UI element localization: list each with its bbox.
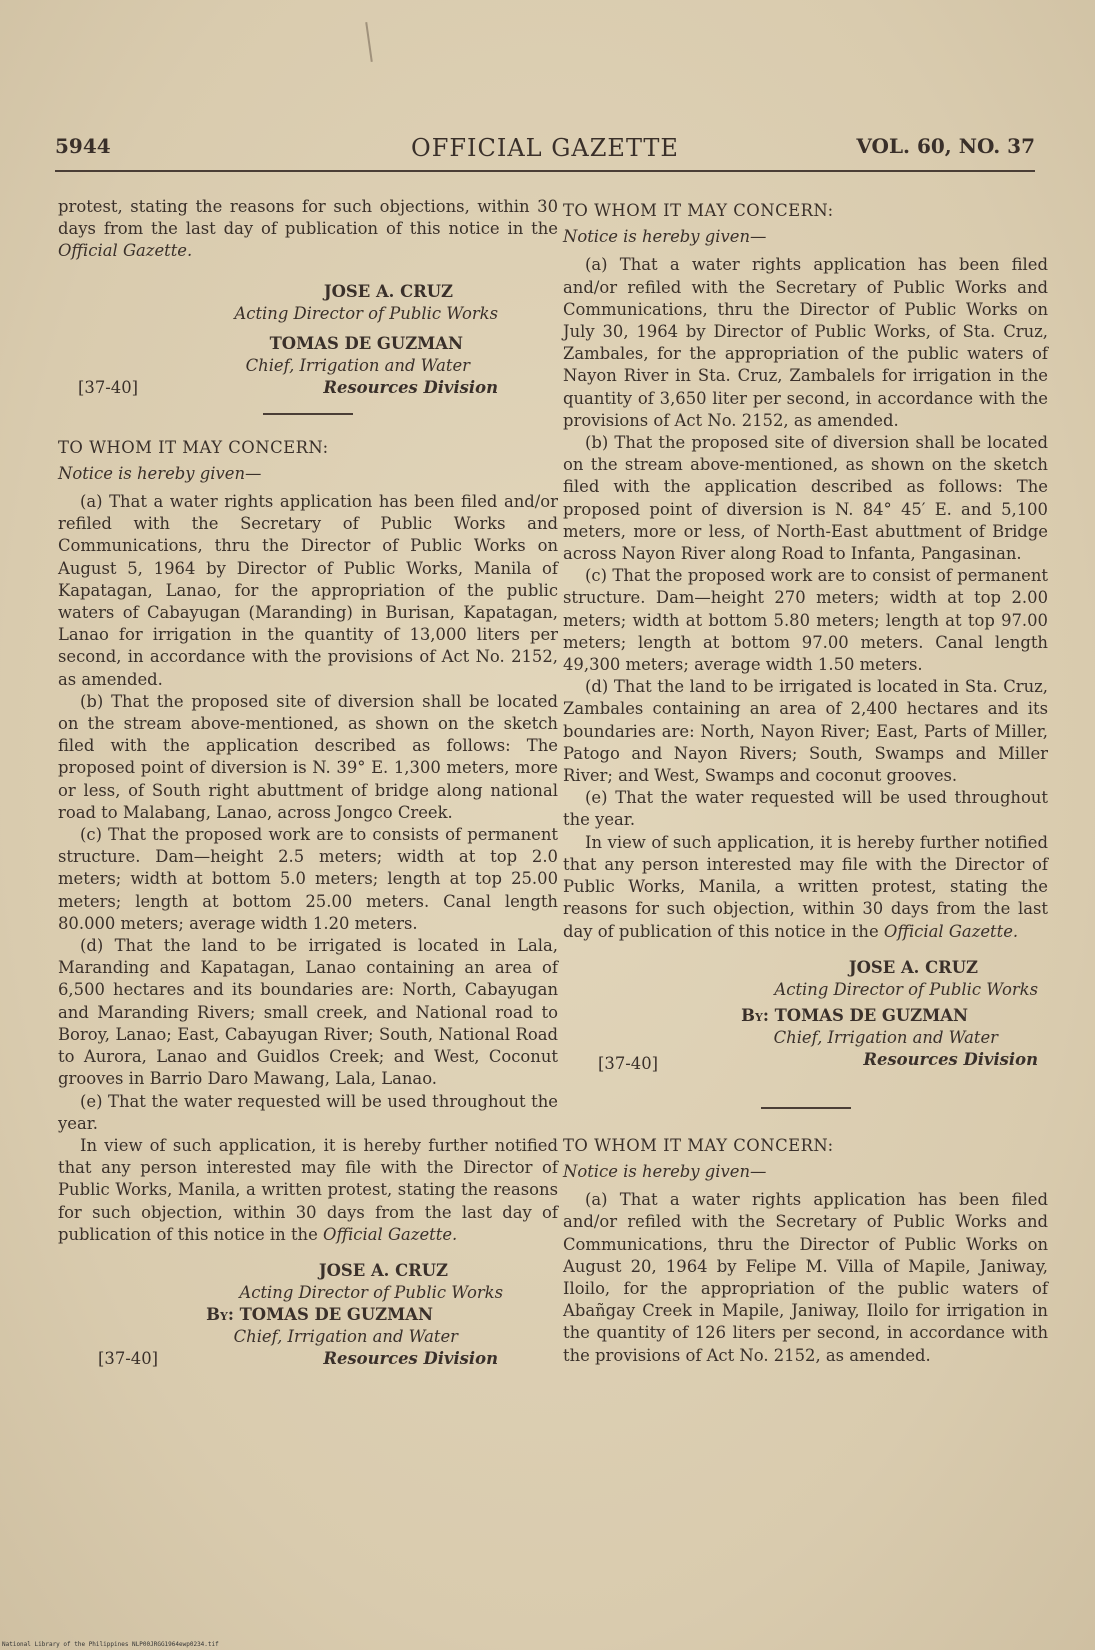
publication-title: OFFICIAL GAZETTE (411, 134, 679, 162)
paragraph-b: (b) That the proposed site of diversion shall be located on the stream above-mentioned, as shown on the sketch filed with the application described as follows: The proposed point of diversion is N. 39° E. 1,300 meters, more or less, of South right abuttment of bridge along national road to Malabang, Lanao, across Jongco Creek. (58, 691, 558, 822)
notice-heading: TO WHOM IT MAY CONCERN: (563, 201, 834, 220)
intro-paragraph: protest, stating the reasons for such objections, within 30 days from the last day of publication of this notice in the Official Gazette. (58, 197, 558, 261)
page-header (55, 134, 1035, 170)
signature-block-2: JOSE A. CRUZ Acting Director of Public Works By: TOMAS DE GUZMAN Chief, Irrigation and Water Resources Division [37-40] (98, 1260, 503, 1368)
paragraph-c: (c) That the proposed work are to consist of permanent structure. Dam—height 270 meters; width at top 2.00 meters; width at bottom 5.80 meters; length at top 97.00 meters; length at bottom 97.00 meters. Canal length 49,300 meters; average width 1.50 meters. (563, 566, 1048, 675)
paragraph-a: (a) That a water rights application has been filed and/or refiled with the Secretary of Public Works and Communications, thru the Director of Public Works on July 30, 1964 by Director of Public Works, of Sta. Cruz, Zambales, for the appropriation of the public waters of Nayon River in Sta. Cruz, Zambalels for irrigation in the quantity of 3,650 liter per second, in accordance with the provisions of Act No. 2152, as amended. (563, 255, 1048, 430)
paragraph-d: (d) That the land to be irrigated is located in Sta. Cruz, Zambales containing an area of 2,400 hectares and its boundaries are: North, Nayon River; East, Parts of Miller, Patogo and Nayon Rivers; South, Swamps and Miller River; and West, Swamps and coconut grooves. (563, 677, 1048, 786)
signature-block-1: JOSE A. CRUZ Acting Director of Public Works TOMAS DE GUZMAN Chief, Irrigation and Water Resources Division [37-40] (78, 281, 498, 397)
right-column (563, 196, 1048, 1367)
paragraph-e: (e) That the water requested will be used throughout the year. (563, 788, 1048, 830)
volume-number: VOL. 60, NO. 37 (856, 134, 1035, 158)
pencil-mark (365, 22, 373, 62)
left-column (58, 196, 558, 1380)
notice-heading-2: TO WHOM IT MAY CONCERN: (563, 1135, 834, 1155)
separator-rule (263, 413, 353, 415)
paragraph-a-2: (a) That a water rights application has been filed and/or refiled with the Secretary of Public Works and Communications, thru the Director of Public Works on August 20, 1964 by Felipe M. Villa of Mapile, Janiway, Iloilo, for the appropriation of the public waters of Abañgay Creek in Mapile, Janiway, Iloilo for irrigation in the quantity of 126 liters per second, in accordance with the provisions of Act No. 2152, as amended. (563, 1190, 1048, 1365)
signature-block-3: JOSE A. CRUZ Acting Director of Public Works By: TOMAS DE GUZMAN Chief, Irrigation and Water Resources Division [37-40] (598, 957, 1038, 1073)
paragraph-a: (a) That a water rights application has been filed and/or refiled with the Secretary of Public Works and Communications, thru the Director of Public Works on August 5, 1964 by Director of Public Works, Manila of Kapatagan, Lanao, for the appropriation of the public waters of Cabayugan (Maranding) in Burisan, Kapatagan, Lanao for irrigation in the quantity of 13,000 liters per second, in accordance with the provisions of Act No. 2152, as amended. (58, 492, 558, 689)
paragraph-view: In view of such application, it is hereby further notified that any person interested may file with the Director of Public Works, Manila, a written protest, stating the reasons for such objection, within 30 days from the last day of publication of this notice in the Official Gazette. (563, 832, 1048, 941)
paragraph-d: (d) That the land to be irrigated is located in Lala, Maranding and Kapatagan, Lanao containing an area of 6,500 hectares and its boundaries are: North, Cabayugan and Maranding Rivers; small creek, and National road to Boroy, Lanao; East, Cabayugan River; South, National Road to Aurora, Lanao and Guidlos Creek; and West, Coconut grooves in Barrio Daro Mawang, Lala, Lanao. (58, 936, 558, 1089)
page-number: 5944 (55, 134, 111, 158)
scan-footer: National Library of the Philippines NLP00JRGG1964ewp0234.tif (2, 1641, 219, 1648)
notice-given: Notice is hereby given— (563, 227, 767, 247)
notice-given: Notice is hereby given— (58, 463, 262, 483)
paragraph-b: (b) That the proposed site of diversion shall be located on the stream above-mentioned, as shown on the sketch filed with the application described as follows: The proposed point of diversion is N. 84° 45′ E. and 5,100 meters, more or less, of North-East abuttment of Bridge across Nayon River along Road to Infanta, Pangasinan. (563, 433, 1048, 564)
notice-heading: TO WHOM IT MAY CONCERN: (58, 437, 329, 457)
paragraph-view: In view of such application, it is hereby further notified that any person interested may file with the Director of Public Works, Manila, a written protest, stating the reasons for such objection, within 30 days from the last day of publication of this notice in the Official Gazette. (58, 1135, 558, 1244)
paragraph-c: (c) That the proposed work are to consists of permanent structure. Dam—height 2.5 meters; width at top 2.0 meters; width at bottom 5.0 meters; length at top 25.00 meters; length at bottom 25.00 meters. Canal length 80.000 meters; average width 1.20 meters. (58, 825, 558, 933)
paragraph-e: (e) That the water requested will be used throughout the year. (58, 1091, 558, 1133)
notice-given-2: Notice is hereby given— (563, 1161, 767, 1181)
separator-rule (761, 1107, 851, 1109)
header-rule (55, 170, 1035, 172)
